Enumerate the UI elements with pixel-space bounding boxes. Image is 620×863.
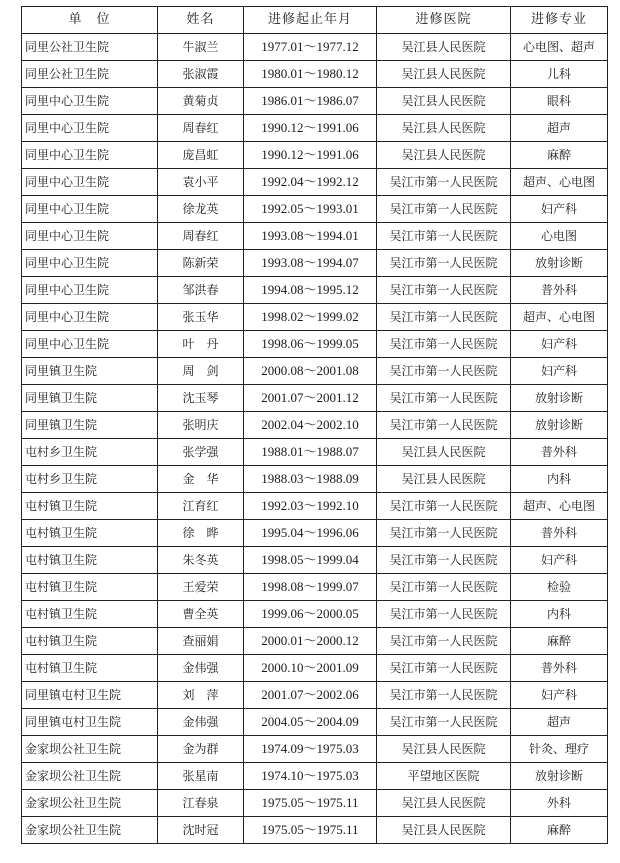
hospital-cell: 吴江市第一人民医院 <box>377 196 511 223</box>
period-cell: 1998.05～1999.04 <box>244 547 377 574</box>
hospital-cell: 吴江市第一人民医院 <box>377 169 511 196</box>
name-cell: 刘 萍 <box>158 682 244 709</box>
specialty-cell: 普外科 <box>511 439 608 466</box>
specialty-cell: 心电图、超声 <box>511 34 608 61</box>
table-row <box>22 439 608 466</box>
hospital-cell: 吴江市第一人民医院 <box>377 628 511 655</box>
table-header <box>22 7 608 34</box>
name-cell: 周春红 <box>158 115 244 142</box>
hospital-cell: 吴江县人民医院 <box>377 34 511 61</box>
name-cell: 沈玉琴 <box>158 385 244 412</box>
name-cell: 周春红 <box>158 223 244 250</box>
specialty-cell: 麻醉 <box>511 817 608 844</box>
specialty-cell: 放射诊断 <box>511 250 608 277</box>
unit-cell: 同里中心卫生院 <box>22 223 158 250</box>
name-cell: 张星南 <box>158 763 244 790</box>
period-cell: 1974.10～1975.03 <box>244 763 377 790</box>
unit-cell: 屯村乡卫生院 <box>22 439 158 466</box>
name-cell: 徐 晔 <box>158 520 244 547</box>
unit-cell: 同里镇屯村卫生院 <box>22 682 158 709</box>
unit-cell: 屯村镇卫生院 <box>22 547 158 574</box>
period-cell: 1980.01～1980.12 <box>244 61 377 88</box>
unit-cell: 同里中心卫生院 <box>22 277 158 304</box>
name-cell: 金为群 <box>158 736 244 763</box>
name-cell: 查丽娟 <box>158 628 244 655</box>
table-row <box>22 817 608 844</box>
name-cell: 黄菊贞 <box>158 88 244 115</box>
unit-cell: 同里中心卫生院 <box>22 169 158 196</box>
unit-cell: 同里中心卫生院 <box>22 304 158 331</box>
specialty-cell: 检验 <box>511 574 608 601</box>
hospital-cell: 吴江市第一人民医院 <box>377 547 511 574</box>
table-row <box>22 736 608 763</box>
specialty-cell: 放射诊断 <box>511 385 608 412</box>
table-row <box>22 709 608 736</box>
unit-cell: 同里中心卫生院 <box>22 331 158 358</box>
specialty-cell: 内科 <box>511 466 608 493</box>
period-cell: 2001.07～2002.06 <box>244 682 377 709</box>
period-cell: 1990.12～1991.06 <box>244 142 377 169</box>
hospital-cell: 吴江市第一人民医院 <box>377 655 511 682</box>
specialty-cell: 超声 <box>511 115 608 142</box>
specialty-cell: 针灸、理疗 <box>511 736 608 763</box>
table-row <box>22 250 608 277</box>
period-cell: 1986.01～1986.07 <box>244 88 377 115</box>
unit-cell: 同里镇卫生院 <box>22 385 158 412</box>
table-row <box>22 331 608 358</box>
name-cell: 金伟强 <box>158 655 244 682</box>
period-cell: 1992.04～1992.12 <box>244 169 377 196</box>
name-cell: 曹全英 <box>158 601 244 628</box>
hospital-cell: 吴江市第一人民医院 <box>377 682 511 709</box>
header-specialty: 进修专业 <box>511 7 608 34</box>
specialty-cell: 外科 <box>511 790 608 817</box>
name-cell: 江春泉 <box>158 790 244 817</box>
unit-cell: 同里镇卫生院 <box>22 358 158 385</box>
name-cell: 张明庆 <box>158 412 244 439</box>
specialty-cell: 妇产科 <box>511 358 608 385</box>
specialty-cell: 超声 <box>511 709 608 736</box>
table-row <box>22 277 608 304</box>
table-row <box>22 196 608 223</box>
specialty-cell: 麻醉 <box>511 628 608 655</box>
hospital-cell: 吴江县人民医院 <box>377 439 511 466</box>
unit-cell: 金家坝公社卫生院 <box>22 817 158 844</box>
unit-cell: 屯村镇卫生院 <box>22 628 158 655</box>
period-cell: 2004.05～2004.09 <box>244 709 377 736</box>
unit-cell: 同里中心卫生院 <box>22 88 158 115</box>
period-cell: 2000.01～2000.12 <box>244 628 377 655</box>
table-row <box>22 385 608 412</box>
period-cell: 1999.06～2000.05 <box>244 601 377 628</box>
unit-cell: 同里中心卫生院 <box>22 250 158 277</box>
specialty-cell: 儿科 <box>511 61 608 88</box>
specialty-cell: 普外科 <box>511 520 608 547</box>
table-row <box>22 790 608 817</box>
hospital-cell: 吴江市第一人民医院 <box>377 574 511 601</box>
table-row <box>22 88 608 115</box>
period-cell: 1998.06～1999.05 <box>244 331 377 358</box>
unit-cell: 屯村镇卫生院 <box>22 493 158 520</box>
name-cell: 庞昌虹 <box>158 142 244 169</box>
hospital-cell: 吴江市第一人民医院 <box>377 385 511 412</box>
table-row <box>22 34 608 61</box>
name-cell: 金 华 <box>158 466 244 493</box>
specialty-cell: 内科 <box>511 601 608 628</box>
period-cell: 1988.01～1988.07 <box>244 439 377 466</box>
period-cell: 1990.12～1991.06 <box>244 115 377 142</box>
unit-cell: 金家坝公社卫生院 <box>22 790 158 817</box>
name-cell: 张玉华 <box>158 304 244 331</box>
unit-cell: 同里镇屯村卫生院 <box>22 709 158 736</box>
period-cell: 1975.05～1975.11 <box>244 790 377 817</box>
name-cell: 袁小平 <box>158 169 244 196</box>
table-row <box>22 115 608 142</box>
unit-cell: 同里镇卫生院 <box>22 412 158 439</box>
name-cell: 金伟强 <box>158 709 244 736</box>
period-cell: 1998.02～1999.02 <box>244 304 377 331</box>
hospital-cell: 吴江市第一人民医院 <box>377 520 511 547</box>
table-row <box>22 547 608 574</box>
period-cell: 1993.08～1994.01 <box>244 223 377 250</box>
period-cell: 2000.10～2001.09 <box>244 655 377 682</box>
period-cell: 2000.08～2001.08 <box>244 358 377 385</box>
hospital-cell: 吴江县人民医院 <box>377 61 511 88</box>
unit-cell: 屯村乡卫生院 <box>22 466 158 493</box>
period-cell: 1993.08～1994.07 <box>244 250 377 277</box>
table-row <box>22 763 608 790</box>
hospital-cell: 吴江县人民医院 <box>377 88 511 115</box>
specialty-cell: 超声、心电图 <box>511 169 608 196</box>
hospital-cell: 吴江市第一人民医院 <box>377 331 511 358</box>
hospital-cell: 吴江县人民医院 <box>377 817 511 844</box>
name-cell: 陈新荣 <box>158 250 244 277</box>
period-cell: 1977.01～1977.12 <box>244 34 377 61</box>
specialty-cell: 妇产科 <box>511 331 608 358</box>
unit-cell: 屯村镇卫生院 <box>22 655 158 682</box>
table-row <box>22 628 608 655</box>
table-row <box>22 682 608 709</box>
period-cell: 1994.08～1995.12 <box>244 277 377 304</box>
period-cell: 1975.05～1975.11 <box>244 817 377 844</box>
name-cell: 邹洪春 <box>158 277 244 304</box>
name-cell: 张淑霞 <box>158 61 244 88</box>
unit-cell: 屯村镇卫生院 <box>22 601 158 628</box>
table-row <box>22 601 608 628</box>
name-cell: 叶 丹 <box>158 331 244 358</box>
table-row <box>22 61 608 88</box>
table-row <box>22 466 608 493</box>
header-row <box>22 7 608 34</box>
specialty-cell: 普外科 <box>511 655 608 682</box>
hospital-cell: 吴江市第一人民医院 <box>377 304 511 331</box>
name-cell: 王爱荣 <box>158 574 244 601</box>
hospital-cell: 吴江市第一人民医院 <box>377 250 511 277</box>
header-period: 进修起止年月 <box>244 7 377 34</box>
table-row <box>22 304 608 331</box>
specialty-cell: 普外科 <box>511 277 608 304</box>
specialty-cell: 眼科 <box>511 88 608 115</box>
unit-cell: 金家坝公社卫生院 <box>22 736 158 763</box>
table-row <box>22 655 608 682</box>
name-cell: 牛淑兰 <box>158 34 244 61</box>
training-records-table <box>21 6 608 844</box>
unit-cell: 金家坝公社卫生院 <box>22 763 158 790</box>
name-cell: 江育红 <box>158 493 244 520</box>
period-cell: 1992.03～1992.10 <box>244 493 377 520</box>
table-row <box>22 169 608 196</box>
period-cell: 1988.03～1988.09 <box>244 466 377 493</box>
name-cell: 张学强 <box>158 439 244 466</box>
hospital-cell: 吴江市第一人民医院 <box>377 223 511 250</box>
hospital-cell: 吴江市第一人民医院 <box>377 493 511 520</box>
table-row <box>22 142 608 169</box>
specialty-cell: 超声、心电图 <box>511 304 608 331</box>
specialty-cell: 超声、心电图 <box>511 493 608 520</box>
hospital-cell: 吴江市第一人民医院 <box>377 709 511 736</box>
unit-cell: 屯村镇卫生院 <box>22 520 158 547</box>
table-row <box>22 412 608 439</box>
specialty-cell: 妇产科 <box>511 682 608 709</box>
hospital-cell: 吴江市第一人民医院 <box>377 358 511 385</box>
table-body <box>22 34 608 844</box>
specialty-cell: 妇产科 <box>511 547 608 574</box>
period-cell: 1998.08～1999.07 <box>244 574 377 601</box>
specialty-cell: 心电图 <box>511 223 608 250</box>
specialty-cell: 放射诊断 <box>511 763 608 790</box>
table-row <box>22 520 608 547</box>
hospital-cell: 吴江县人民医院 <box>377 115 511 142</box>
unit-cell: 同里中心卫生院 <box>22 196 158 223</box>
name-cell: 周 剑 <box>158 358 244 385</box>
hospital-cell: 吴江县人民医院 <box>377 736 511 763</box>
name-cell: 朱冬英 <box>158 547 244 574</box>
unit-cell: 同里中心卫生院 <box>22 142 158 169</box>
period-cell: 1974.09～1975.03 <box>244 736 377 763</box>
hospital-cell: 吴江县人民医院 <box>377 142 511 169</box>
period-cell: 2001.07～2001.12 <box>244 385 377 412</box>
header-hospital: 进修医院 <box>377 7 511 34</box>
name-cell: 徐龙英 <box>158 196 244 223</box>
unit-cell: 同里公社卫生院 <box>22 61 158 88</box>
header-name: 姓名 <box>158 7 244 34</box>
hospital-cell: 吴江县人民医院 <box>377 790 511 817</box>
period-cell: 1992.05～1993.01 <box>244 196 377 223</box>
specialty-cell: 妇产科 <box>511 196 608 223</box>
specialty-cell: 麻醉 <box>511 142 608 169</box>
unit-cell: 同里中心卫生院 <box>22 115 158 142</box>
table-row <box>22 574 608 601</box>
table-row <box>22 358 608 385</box>
table-row <box>22 493 608 520</box>
unit-cell: 同里公社卫生院 <box>22 34 158 61</box>
period-cell: 1995.04～1996.06 <box>244 520 377 547</box>
hospital-cell: 吴江县人民医院 <box>377 466 511 493</box>
hospital-cell: 吴江市第一人民医院 <box>377 601 511 628</box>
hospital-cell: 吴江市第一人民医院 <box>377 277 511 304</box>
table-row <box>22 223 608 250</box>
specialty-cell: 放射诊断 <box>511 412 608 439</box>
hospital-cell: 吴江市第一人民医院 <box>377 412 511 439</box>
hospital-cell: 平望地区医院 <box>377 763 511 790</box>
period-cell: 2002.04～2002.10 <box>244 412 377 439</box>
header-unit: 单 位 <box>22 7 158 34</box>
unit-cell: 屯村镇卫生院 <box>22 574 158 601</box>
name-cell: 沈时冠 <box>158 817 244 844</box>
